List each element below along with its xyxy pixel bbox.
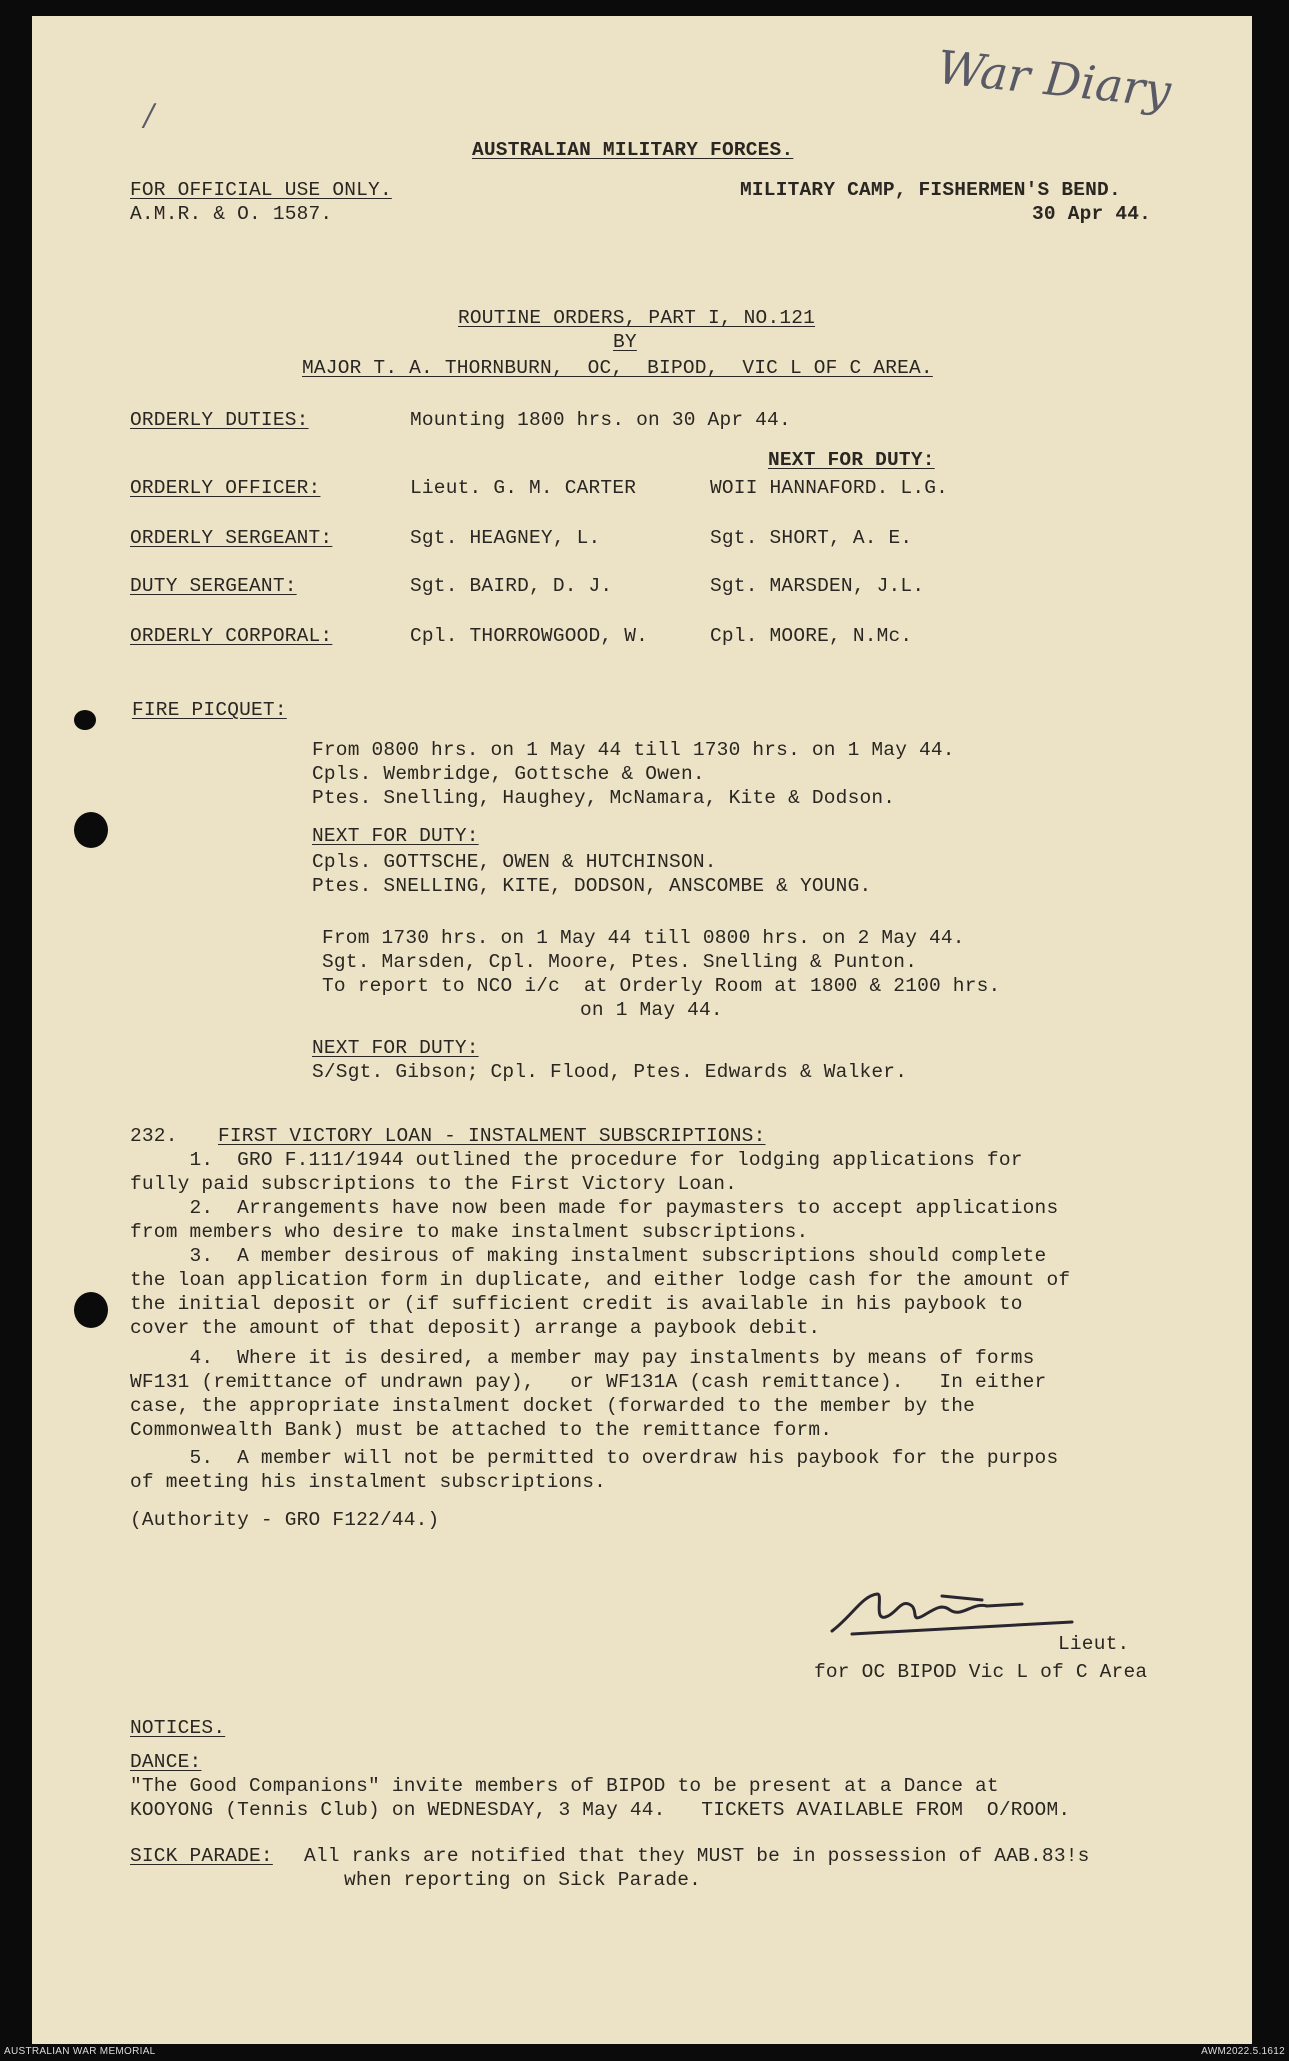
- signature-rank: Lieut.: [1058, 1633, 1130, 1655]
- dance-label: DANCE:: [130, 1751, 202, 1773]
- order-number: 232.: [130, 1125, 178, 1147]
- picquet-next-label: NEXT FOR DUTY:: [312, 825, 479, 847]
- picquet-line: Ptes. SNELLING, KITE, DODSON, ANSCOMBE & YOUNG.: [312, 875, 872, 897]
- order-text-line: 3. A member desirous of making instalment subscriptions should complete: [130, 1245, 1047, 1267]
- next-for-duty-header: NEXT FOR DUTY:: [768, 449, 935, 471]
- dance-line: KOOYONG (Tennis Club) on WEDNESDAY, 3 May 44. TICKETS AVAILABLE FROM O/ROOM.: [130, 1799, 1071, 1821]
- picquet-line: S/Sgt. Gibson; Cpl. Flood, Ptes. Edwards & Walker.: [312, 1061, 908, 1083]
- picquet-next-label: NEXT FOR DUTY:: [312, 1037, 479, 1059]
- order-text-line: WF131 (remittance of undrawn pay), or WF131A (cash remittance). In either: [130, 1371, 1047, 1393]
- picquet-line: To report to NCO i/c at Orderly Room at 1800 & 2100 hrs.: [322, 975, 1001, 997]
- sick-parade-line: All ranks are notified that they MUST be in possession of AAB.83!s: [304, 1845, 1090, 1867]
- duty-row-next: WOII HANNAFORD. L.G.: [710, 477, 949, 499]
- picquet-line: From 1730 hrs. on 1 May 44 till 0800 hrs. on 2 May 44.: [322, 927, 965, 949]
- picquet-line: From 0800 hrs. on 1 May 44 till 1730 hrs. on 1 May 44.: [312, 739, 955, 761]
- picquet-line: Sgt. Marsden, Cpl. Moore, Ptes. Snelling & Punton.: [322, 951, 918, 973]
- ink-blot: [74, 710, 96, 730]
- order-authority: (Authority - GRO F122/44.): [130, 1509, 440, 1531]
- picquet-line: Ptes. Snelling, Haughey, McNamara, Kite & Dodson.: [312, 787, 896, 809]
- signature-for-line: for OC BIPOD Vic L of C Area: [814, 1661, 1148, 1683]
- duty-row-current: Sgt. BAIRD, D. J.: [410, 575, 613, 597]
- notices-heading: NOTICES.: [130, 1717, 226, 1739]
- footer-reference: AWM2022.5.1612: [1201, 2046, 1285, 2057]
- document-date: 30 Apr 44.: [1032, 203, 1152, 225]
- orderly-duties-label: ORDERLY DUTIES:: [130, 409, 309, 431]
- fire-picquet-label: FIRE PICQUET:: [132, 699, 287, 721]
- order-heading: FIRST VICTORY LOAN - INSTALMENT SUBSCRIPTIONS:: [218, 1125, 766, 1147]
- archive-footer: [0, 2044, 1289, 2061]
- duty-row-next: Sgt. MARSDEN, J.L.: [710, 575, 925, 597]
- order-text-line: Commonwealth Bank) must be attached to the remittance form.: [130, 1419, 833, 1441]
- order-text-line: 1. GRO F.111/1944 outlined the procedure for lodging applications for: [130, 1149, 1023, 1171]
- orders-issuer: MAJOR T. A. THORNBURN, OC, BIPOD, VIC L OF C AREA.: [302, 357, 933, 379]
- duty-row-next: Cpl. MOORE, N.Mc.: [710, 625, 913, 647]
- duty-row-next: Sgt. SHORT, A. E.: [710, 527, 913, 549]
- order-text-line: 5. A member will not be permitted to overdraw his paybook for the purpos: [130, 1447, 1059, 1469]
- order-text-line: the initial deposit or (if sufficient credit is available in his paybook to: [130, 1293, 1023, 1315]
- duty-row-label: ORDERLY SERGEANT:: [130, 527, 333, 549]
- duty-row-current: Lieut. G. M. CARTER: [410, 477, 637, 499]
- org-title: AUSTRALIAN MILITARY FORCES.: [472, 139, 794, 161]
- order-text-line: of meeting his instalment subscriptions.: [130, 1471, 607, 1493]
- duty-row-current: Sgt. HEAGNEY, L.: [410, 527, 601, 549]
- order-text-line: the loan application form in duplicate, and either lodge cash for the amount of: [130, 1269, 1071, 1291]
- classification: FOR OFFICIAL USE ONLY.: [130, 179, 392, 201]
- form-reference: A.M.R. & O. 1587.: [130, 203, 333, 225]
- handwritten-annotation: War Diary: [934, 39, 1174, 119]
- handwritten-tick: /: [144, 98, 155, 133]
- picquet-line: on 1 May 44.: [580, 999, 723, 1021]
- duty-row-label: ORDERLY CORPORAL:: [130, 625, 333, 647]
- sick-parade-label: SICK PARADE:: [130, 1845, 273, 1867]
- document-page: [32, 16, 1252, 2044]
- location: MILITARY CAMP, FISHERMEN'S BEND.: [740, 179, 1121, 201]
- order-text-line: 4. Where it is desired, a member may pay instalments by means of forms: [130, 1347, 1035, 1369]
- duty-row-label: DUTY SERGEANT:: [130, 575, 297, 597]
- duty-row-current: Cpl. THORROWGOOD, W.: [410, 625, 649, 647]
- order-text-line: fully paid subscriptions to the First Victory Loan.: [130, 1173, 737, 1195]
- punch-hole-top: [74, 812, 108, 848]
- duty-row-label: ORDERLY OFFICER:: [130, 477, 321, 499]
- order-text-line: cover the amount of that deposit) arrange a paybook debit.: [130, 1317, 821, 1339]
- order-text-line: case, the appropriate instalment docket (forwarded to the member by the: [130, 1395, 976, 1417]
- dance-line: "The Good Companions" invite members of BIPOD to be present at a Dance at: [130, 1775, 999, 1797]
- orders-by: BY: [613, 331, 637, 353]
- punch-hole-bottom: [74, 1292, 108, 1328]
- sick-parade-line: when reporting on Sick Parade.: [344, 1869, 702, 1891]
- orders-title: ROUTINE ORDERS, PART I, NO.121: [458, 307, 816, 329]
- order-text-line: from members who desire to make instalment subscriptions.: [130, 1221, 809, 1243]
- footer-source: AUSTRALIAN WAR MEMORIAL: [4, 2046, 156, 2057]
- order-text-line: 2. Arrangements have now been made for paymasters to accept applications: [130, 1197, 1059, 1219]
- picquet-line: Cpls. GOTTSCHE, OWEN & HUTCHINSON.: [312, 851, 717, 873]
- picquet-line: Cpls. Wembridge, Gottsche & Owen.: [312, 763, 705, 785]
- orderly-duties-value: Mounting 1800 hrs. on 30 Apr 44.: [410, 409, 791, 431]
